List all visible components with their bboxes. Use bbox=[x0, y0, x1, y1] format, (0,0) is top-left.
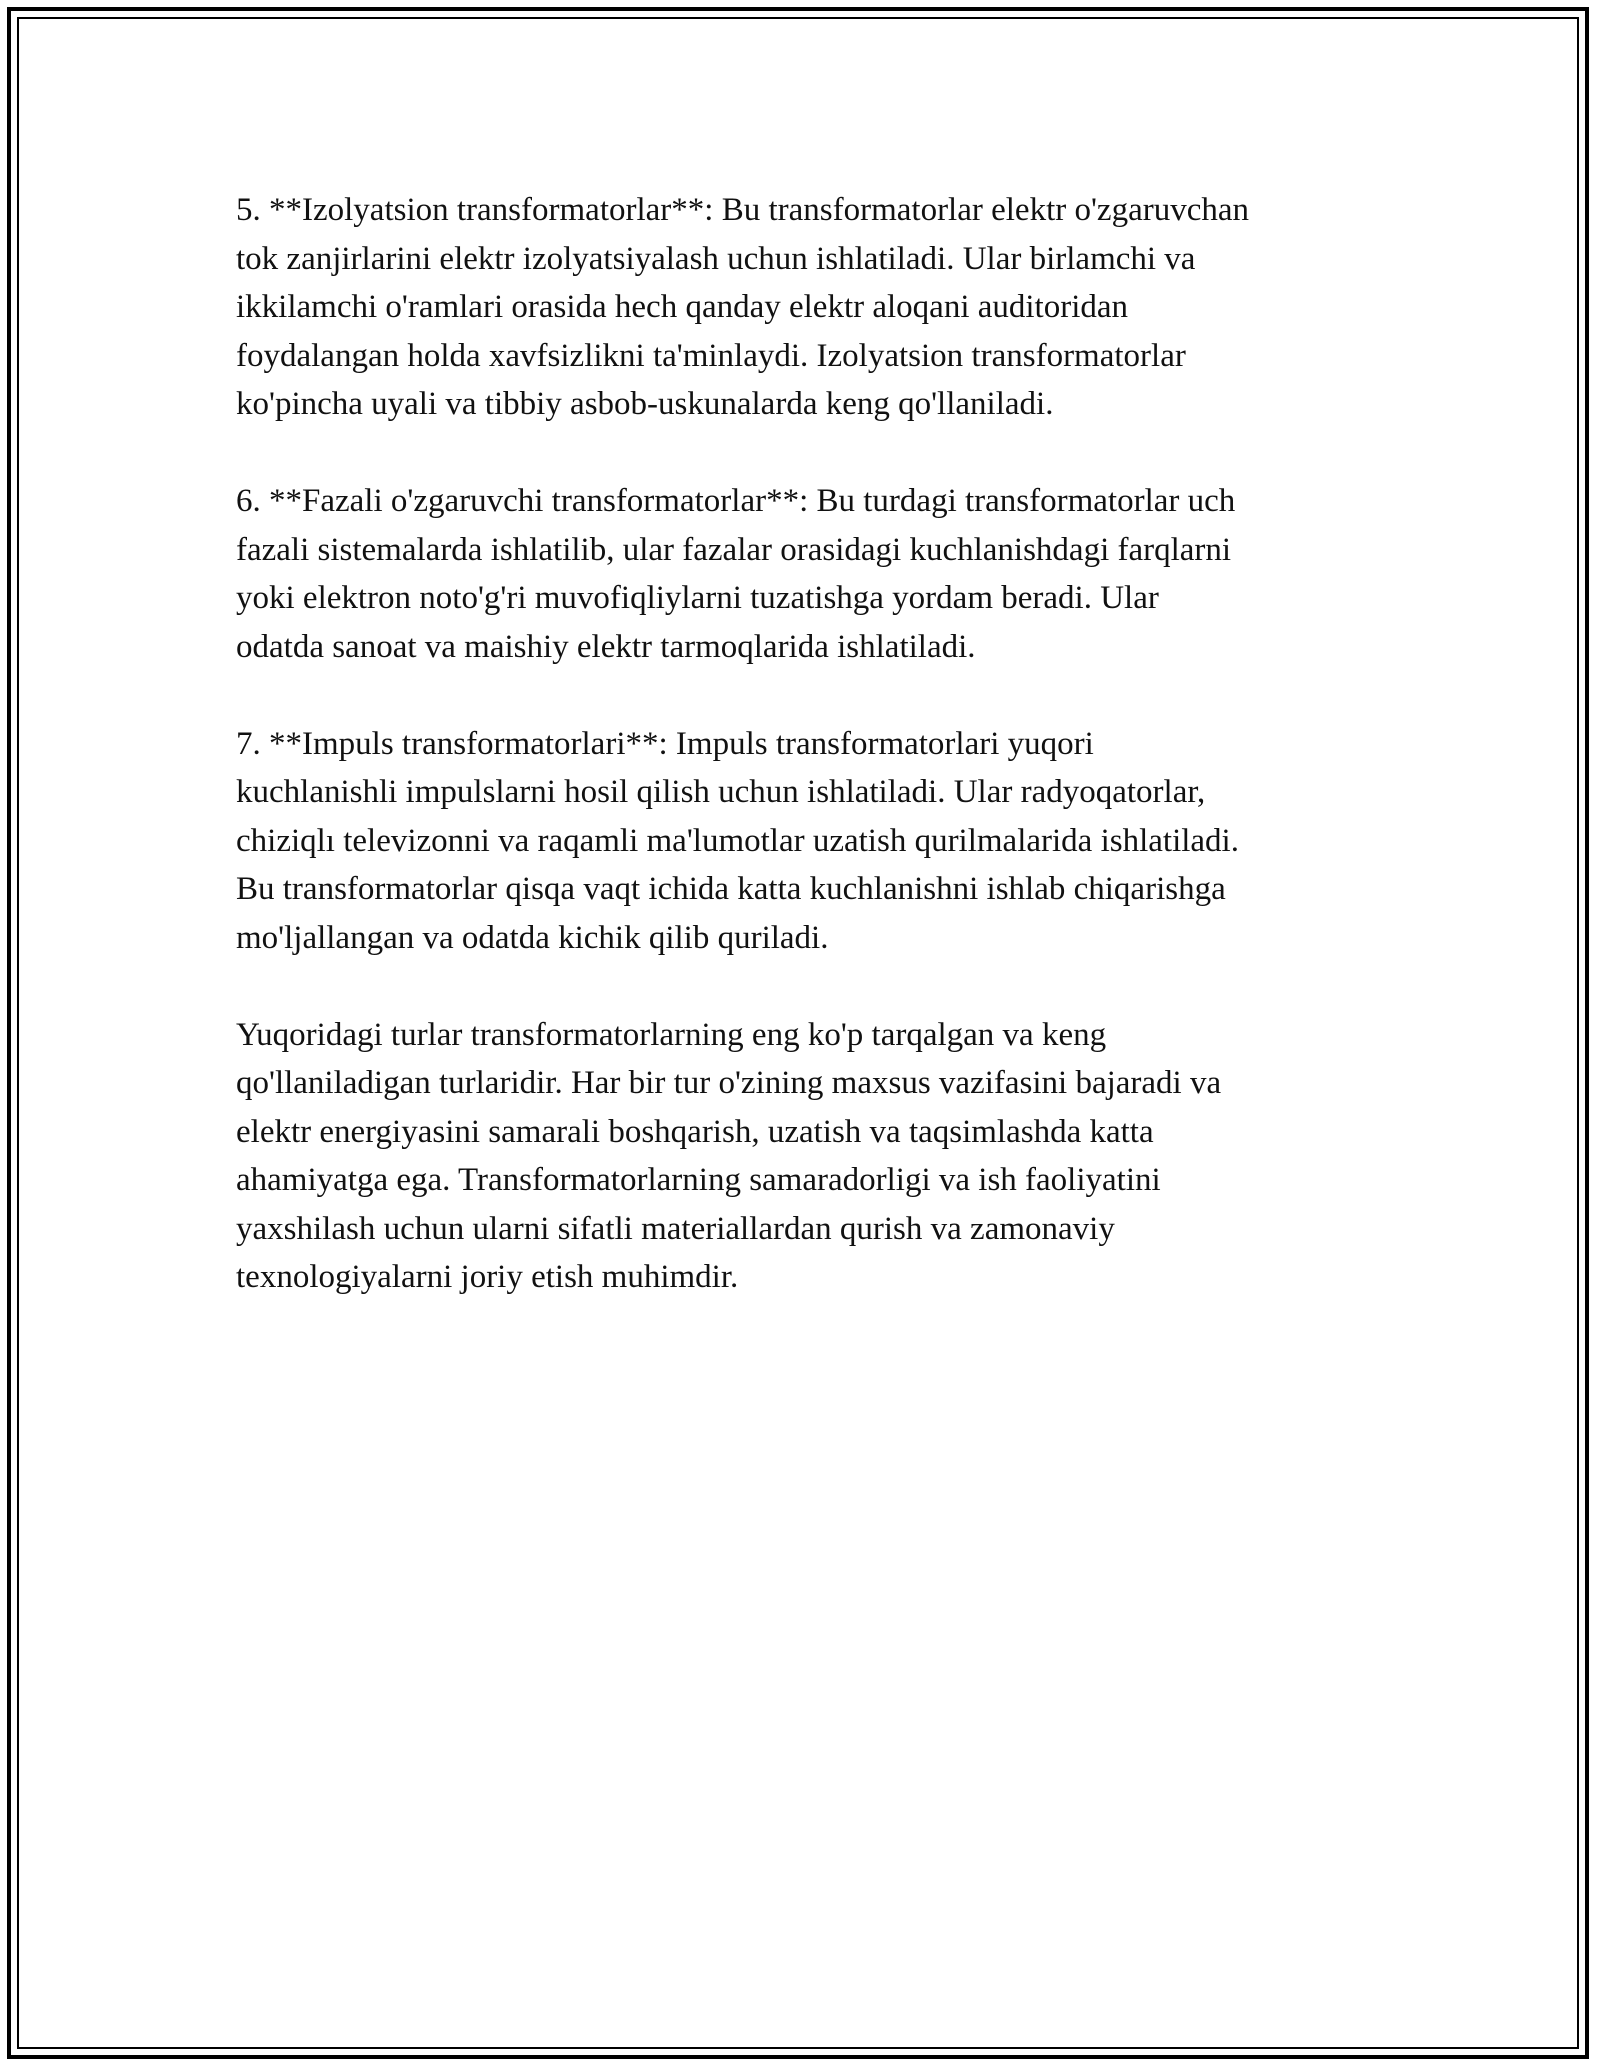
paragraph-isolation-transformers: 5. **Izolyatsion transformatorlar**: Bu transformatorlar elektr o'zgaruvchan tok zanjirlarini elektr izolyatsiyalash uchun ishlatiladi. Ular birlamchi va ikkilamchi o'ramlari orasida hech qanday elektr aloqani auditoridan foydalangan holda xavfsizlikni ta'minlaydi. Izolyatsion transformatorlar ko'pincha uyali va tibbiy asbob-uskunalarda keng qo'llaniladi. bbox=[236, 192, 1250, 422]
paragraph-phase-shifting-transformers: 6. **Fazali o'zgaruvchi transformatorlar**: Bu turdagi transformatorlar uch fazali sistemalarda ishlatilib, ular fazalar orasidagi kuchlanishdagi farqlarni yoki elektron noto'g'ri muvofiqliylarni tuzatishga yordam beradi. Ular odatda sanoat va maishiy elektr tarmoqlarida ishlatiladi. bbox=[236, 483, 1236, 665]
paragraph-conclusion: Yuqoridagi turlar transformatorlarning eng ko'p tarqalgan va keng qo'llaniladigan turlaridir. Har bir tur o'zining maxsus vazifasini bajaradi va elektr energiyasini samarali boshqarish, uzatish va taqsimlashda katta ahamiyatga ega. Transformatorlarning samaradorligi va ish faoliyatini yaxshilash uchun ularni sifatli materiallardan qurish va zamonaviy texnologiyalarni joriy etish muhimdir. bbox=[236, 1016, 1222, 1295]
paragraph-pulse-transformers: 7. **Impuls transformatorlari**: Impuls transformatorlari yuqori kuchlanishli impulslarni hosil qilish uchun ishlatiladi. Ular radyoqatorlar, chiziqlı televizonni va raqamli ma'lumotlar uzatish qurilmalarida ishlatiladi. Bu transformatorlar qisqa vaqt ichida katta kuchlanishni ishlab chiqarishga mo'ljallangan va odatda kichik qilib quriladi. bbox=[236, 725, 1239, 956]
document-body bbox=[236, 186, 1386, 1350]
